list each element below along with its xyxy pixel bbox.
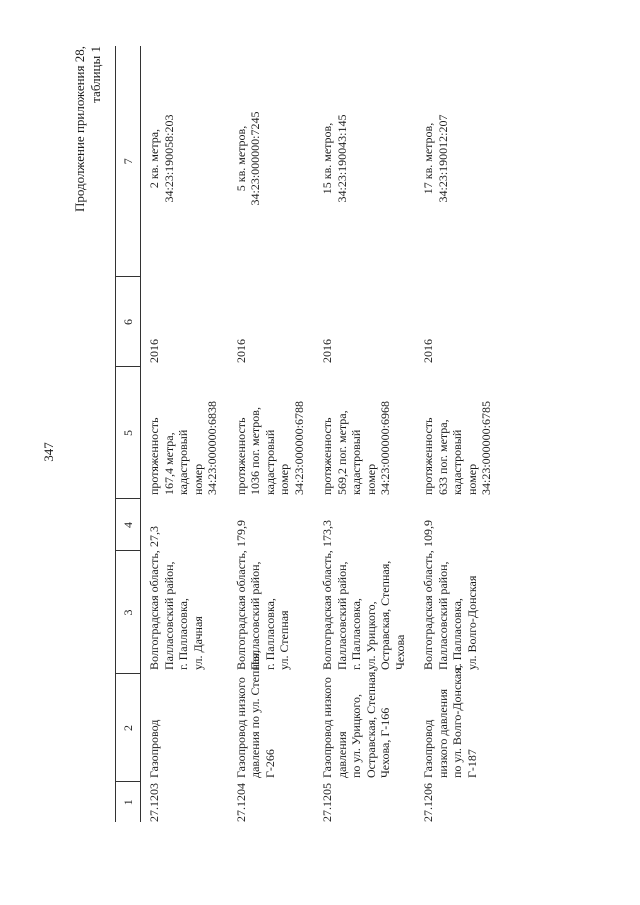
object-description-line: кадастровый	[349, 429, 363, 495]
object-address-line: Волгоградская область,	[421, 550, 435, 670]
object-name-line: давления	[334, 731, 349, 778]
object-description-cell	[141, 367, 228, 499]
object-address-line: Чехова	[392, 634, 407, 670]
object-description-line: 569,2 пог. метра,	[334, 410, 349, 495]
object-length-cell: 173,3	[320, 520, 334, 547]
object-address-line: Волгоградская область,	[147, 550, 161, 670]
object-address-line: Палласовский район,	[334, 561, 349, 670]
object-name-cell	[141, 674, 228, 782]
object-length-cell: 27,3	[147, 526, 161, 547]
object-address-line: ул. Дачная	[190, 616, 205, 670]
object-length-cell: 109,9	[421, 520, 435, 547]
object-description-line: 633 пог. метра,	[435, 419, 450, 495]
continuation-line-1: Продолжение приложения 28,	[72, 46, 87, 213]
object-name-cell	[314, 668, 415, 782]
column-header-4: 4	[116, 499, 141, 551]
commission-year-cell: 2016	[233, 339, 248, 363]
object-address-line: Палласовский район,	[161, 561, 176, 670]
object-description-line: кадастровый	[262, 429, 277, 495]
object-note-cell	[141, 46, 228, 277]
column-header-6: 6	[116, 277, 141, 367]
object-description-line: кадастровый	[450, 429, 464, 495]
object-description-line: 34:23:000000:6968	[378, 400, 392, 495]
table-row	[415, 46, 502, 822]
object-address-line: ул. Волго-Донская	[464, 575, 479, 670]
object-address-line: Остравская, Степная,	[378, 560, 392, 670]
page-number: 347	[41, 442, 56, 462]
object-description-line: 34:23:000000:6785	[479, 400, 493, 495]
object-address-line: г. Палласовка,	[349, 598, 363, 670]
commission-year-cell: 2016	[421, 339, 435, 363]
object-name-line: по ул. Волго-Донская,	[450, 665, 464, 778]
object-name-line: Чехова, Г-166	[378, 707, 392, 778]
object-description-line: протяженность	[421, 417, 435, 495]
object-name-line: Газопровод низкого	[320, 677, 334, 778]
column-header-7: 7	[116, 46, 141, 277]
object-name-line: Остравская, Степная,	[363, 668, 378, 778]
table-row	[314, 46, 415, 822]
object-address-cell	[141, 551, 228, 674]
commission-year-cell: 2016	[147, 339, 161, 363]
object-description-cell	[415, 367, 502, 499]
object-note-cell	[228, 46, 315, 277]
object-description-line: 1036 пог. метров,	[248, 407, 262, 495]
object-name-line: по ул. Урицкого,	[349, 693, 363, 778]
continuation-note	[72, 46, 104, 233]
table-row	[228, 46, 315, 822]
row-number-cell: 27.1203	[147, 783, 161, 822]
object-description-line: протяженность	[233, 417, 248, 495]
commission-year-cell: 2016	[320, 339, 334, 363]
column-header-2: 2	[116, 674, 141, 782]
object-description-cell	[228, 367, 315, 499]
column-header-5: 5	[116, 367, 141, 499]
object-name-cell	[415, 665, 502, 782]
object-description-cell	[314, 367, 415, 499]
object-description-line: 34:23:000000:6788	[291, 400, 306, 495]
object-note-line: 34:23:190012:207	[435, 114, 450, 203]
object-address-cell	[228, 551, 315, 674]
object-address-line: ул. Урицкого,	[363, 601, 378, 670]
table-row	[141, 46, 228, 822]
object-description-line: протяженность	[320, 417, 334, 495]
object-description-line: номер	[363, 463, 378, 495]
object-note-line: 2 кв. метра,	[147, 128, 161, 189]
object-description-line: 167,4 метра,	[161, 432, 176, 495]
object-name-line: давления по ул. Степная,	[248, 650, 262, 778]
object-name-line: низкого давления	[435, 688, 450, 778]
object-name-cell	[228, 650, 315, 782]
object-note-line: 34:23:190043:145	[334, 114, 349, 203]
row-number-cell: 27.1205	[320, 783, 334, 822]
object-note-cell	[314, 46, 415, 277]
object-description-line: кадастровый	[176, 429, 190, 495]
row-number-cell: 27.1206	[421, 783, 435, 822]
object-name-line: Газопровод	[147, 719, 161, 778]
object-name-line: Г-187	[464, 749, 479, 778]
column-header-3: 3	[116, 551, 141, 674]
object-address-line: г. Палласовка,	[262, 598, 277, 670]
object-description-line: номер	[277, 463, 291, 495]
object-address-line: Палласовский район,	[248, 561, 262, 670]
object-address-cell	[314, 551, 415, 674]
object-note-line: 17 кв. метров,	[421, 122, 435, 195]
header-row	[116, 46, 141, 822]
object-address-line: г. Палласовка,	[450, 598, 464, 670]
register-table	[115, 46, 502, 822]
object-note-line: 15 кв. метров,	[320, 122, 334, 195]
object-address-cell	[415, 551, 502, 674]
object-name-line: Г-266	[262, 749, 277, 778]
object-address-line: Палласовский район,	[435, 561, 450, 670]
continuation-line-2: таблицы 1	[88, 46, 103, 103]
object-note-line: 34:23:190058:203	[161, 114, 176, 203]
object-length-cell: 179,9	[233, 520, 248, 547]
object-note-line: 5 кв. метров,	[233, 125, 248, 192]
object-description-line: 34:23:000000:6838	[205, 400, 219, 495]
object-name-line: Газопровод	[421, 719, 435, 778]
object-note-line: 34:23:000000:7245	[248, 111, 262, 206]
object-address-line: ул. Степная	[277, 610, 291, 670]
object-address-line: Волгоградская область,	[233, 550, 248, 670]
object-description-line: номер	[464, 463, 479, 495]
row-number-cell: 27.1204	[233, 783, 248, 822]
object-description-line: номер	[190, 463, 205, 495]
object-address-line: г. Палласовка,	[176, 598, 190, 670]
object-note-cell	[415, 46, 502, 277]
object-name-line: Газопровод низкого	[233, 677, 248, 778]
object-description-line: протяженность	[147, 417, 161, 495]
column-header-1: 1	[116, 782, 141, 822]
object-address-line: Волгоградская область,	[320, 550, 334, 670]
